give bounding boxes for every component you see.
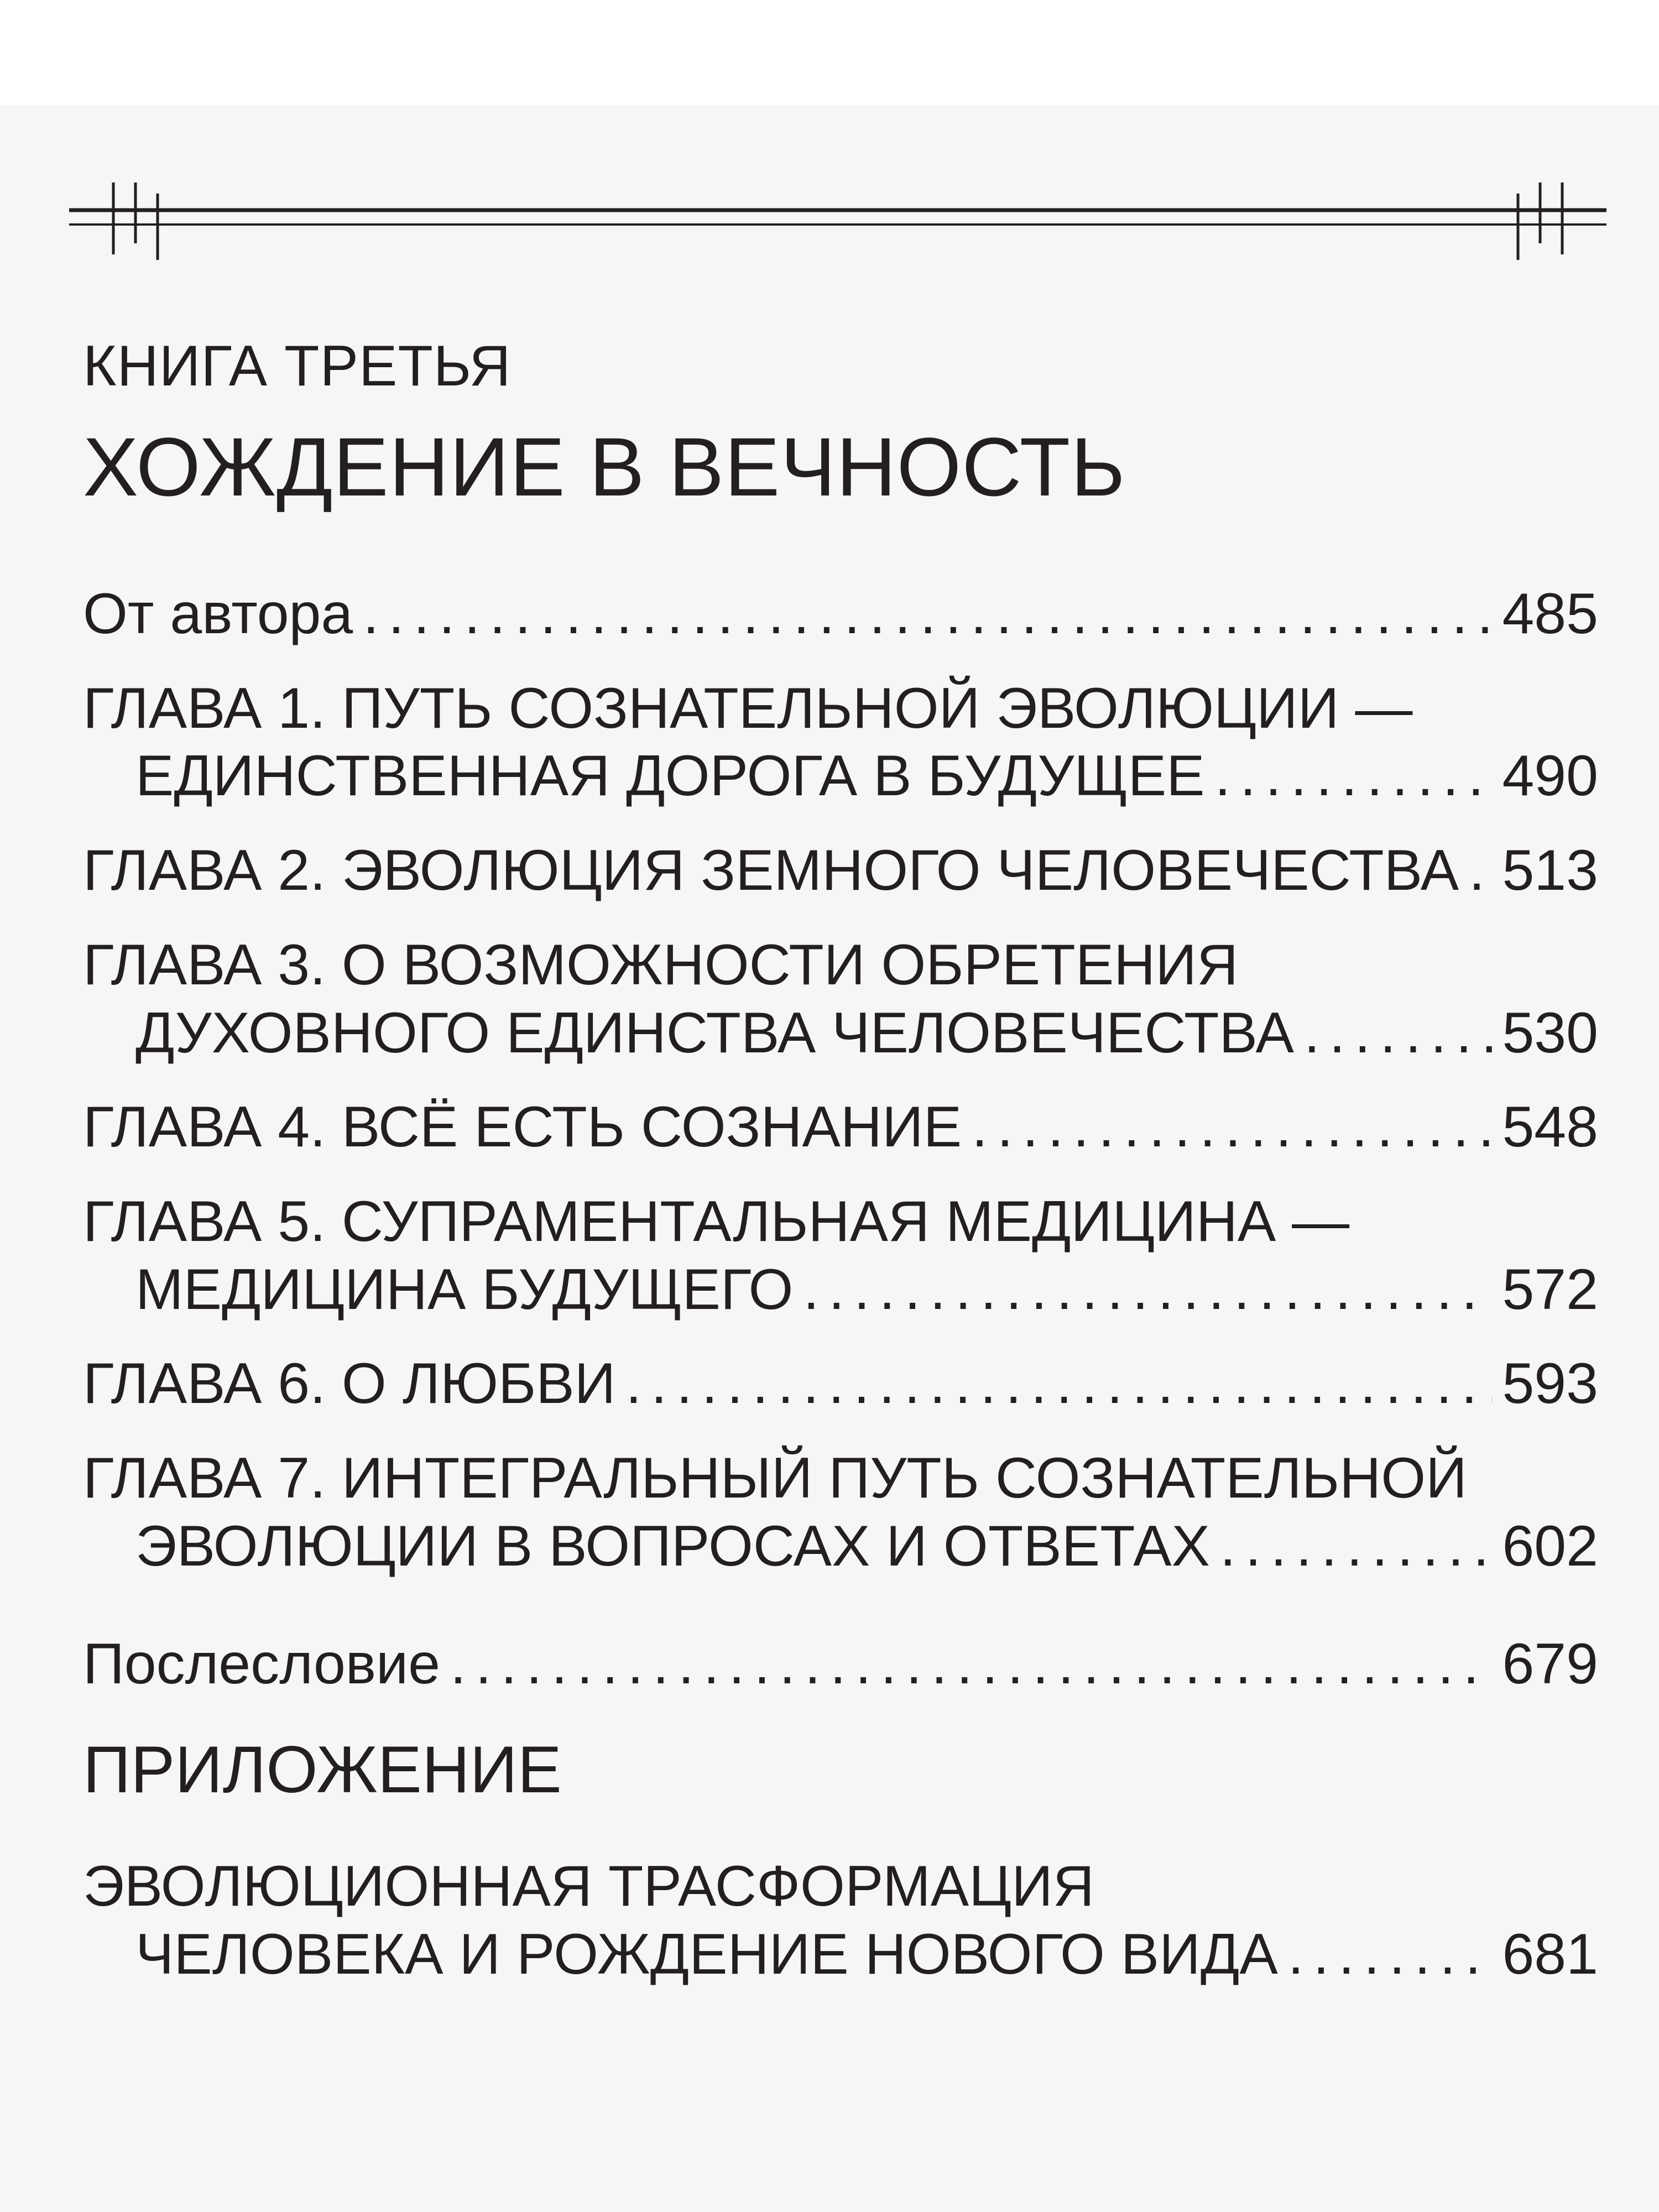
- header-ornament: [69, 177, 1606, 260]
- toc-entry-text: ГЛАВА 4. ВСЁ ЕСТЬ СОЗНАНИЕ: [83, 1095, 962, 1160]
- toc-entry-line: [83, 1188, 1598, 1256]
- toc-entry-line: [83, 1921, 1598, 1989]
- toc-entry-text: ГЛАВА 1. ПУТЬ СОЗНАТЕЛЬНОЙ ЭВОЛЮЦИИ —: [83, 676, 1413, 740]
- toc-entry-line: [83, 1093, 1598, 1161]
- dot-leader: [803, 1256, 1492, 1324]
- toc-entry[interactable]: [83, 1444, 1598, 1580]
- toc-entry-line: [83, 1350, 1598, 1418]
- toc-entry-line: [83, 580, 1598, 648]
- toc-entry-text: ГЛАВА 2. ЭВОЛЮЦИЯ ЗЕМНОГО ЧЕЛОВЕЧЕСТВА: [83, 838, 1459, 903]
- page-number: 485: [1502, 582, 1598, 646]
- page-number: 602: [1502, 1514, 1598, 1578]
- page-number: 548: [1502, 1095, 1598, 1160]
- dot-leader: [972, 1093, 1492, 1161]
- appendix-heading: ПРИЛОЖЕНИЕ: [83, 1733, 562, 1807]
- toc-entry-line: [83, 742, 1598, 810]
- dot-leader: [625, 1350, 1492, 1418]
- toc-entry-line: [83, 1853, 1598, 1921]
- toc-entry-line: [83, 675, 1598, 743]
- toc-entry-text: ЧЕЛОВЕКА И РОЖДЕНИЕ НОВОГО ВИДА: [135, 1922, 1278, 1987]
- page-number: 572: [1502, 1257, 1598, 1322]
- toc-entry-text: ГЛАВА 5. СУПРАМЕНТАЛЬНАЯ МЕДИЦИНА —: [83, 1190, 1350, 1254]
- toc-entry-text: ЭВОЛЮЦИОННАЯ ТРАСФОРМАЦИЯ: [83, 1854, 1094, 1919]
- toc-entry-line: [83, 1444, 1598, 1512]
- toc-entry-line: [83, 999, 1598, 1067]
- toc-entry-line: [83, 1512, 1598, 1580]
- page-number: 679: [1502, 1631, 1598, 1696]
- dot-leader: [1469, 837, 1492, 905]
- toc-entry-text: Послесловие: [83, 1631, 440, 1696]
- toc-entry-text: ГЛАВА 3. О ВОЗМОЖНОСТИ ОБРЕТЕНИЯ: [83, 932, 1239, 997]
- toc-entry[interactable]: [83, 675, 1598, 810]
- dot-leader: [363, 580, 1492, 648]
- toc-entry-text: МЕДИЦИНА БУДУЩЕГО: [135, 1257, 794, 1322]
- page-number: 681: [1502, 1922, 1598, 1987]
- dot-leader: [1288, 1921, 1493, 1989]
- dot-leader: [1304, 999, 1493, 1067]
- book-title: ХОЖДЕНИЕ В ВЕЧНОСТЬ: [83, 420, 1126, 513]
- toc-entry[interactable]: [83, 580, 1598, 648]
- book-label: КНИГА ТРЕТЬЯ: [83, 334, 512, 398]
- toc-entry[interactable]: [83, 837, 1598, 905]
- toc-entry-line: [83, 931, 1598, 999]
- toc-entry-text: ЕДИНСТВЕННАЯ ДОРОГА В БУДУЩЕЕ: [135, 744, 1205, 808]
- toc-entry-text: ЭВОЛЮЦИИ В ВОПРОСАХ И ОТВЕТАХ: [135, 1514, 1210, 1578]
- page-number: 593: [1502, 1352, 1598, 1416]
- toc-entry[interactable]: [83, 1630, 1598, 1698]
- page-number: 490: [1502, 744, 1598, 808]
- toc-entry[interactable]: [83, 1093, 1598, 1161]
- toc-entry-text: ДУХОВНОГО ЕДИНСТВА ЧЕЛОВЕЧЕСТВА: [135, 1000, 1294, 1065]
- appendix-toc-entry[interactable]: [83, 1853, 1598, 1988]
- toc-entry-line: [83, 837, 1598, 905]
- toc-list: [83, 580, 1598, 1698]
- toc-entry-line: [83, 1630, 1598, 1698]
- toc-entry-line: [83, 1256, 1598, 1324]
- dot-leader: [450, 1630, 1492, 1698]
- dot-leader: [1215, 742, 1493, 810]
- page-number: 513: [1502, 838, 1598, 903]
- toc-entry[interactable]: [83, 1350, 1598, 1418]
- toc-entry[interactable]: [83, 931, 1598, 1067]
- toc-entry-text: ГЛАВА 7. ИНТЕГРАЛЬНЫЙ ПУТЬ СОЗНАТЕЛЬНОЙ: [83, 1446, 1467, 1511]
- toc-entry[interactable]: [83, 1188, 1598, 1323]
- table-of-contents-page: [83, 321, 1598, 2015]
- dot-leader: [1220, 1512, 1493, 1580]
- toc-entry-text: От автора: [83, 582, 353, 646]
- page-number: 530: [1502, 1000, 1598, 1065]
- toc-entry-text: ГЛАВА 6. О ЛЮБВИ: [83, 1352, 616, 1416]
